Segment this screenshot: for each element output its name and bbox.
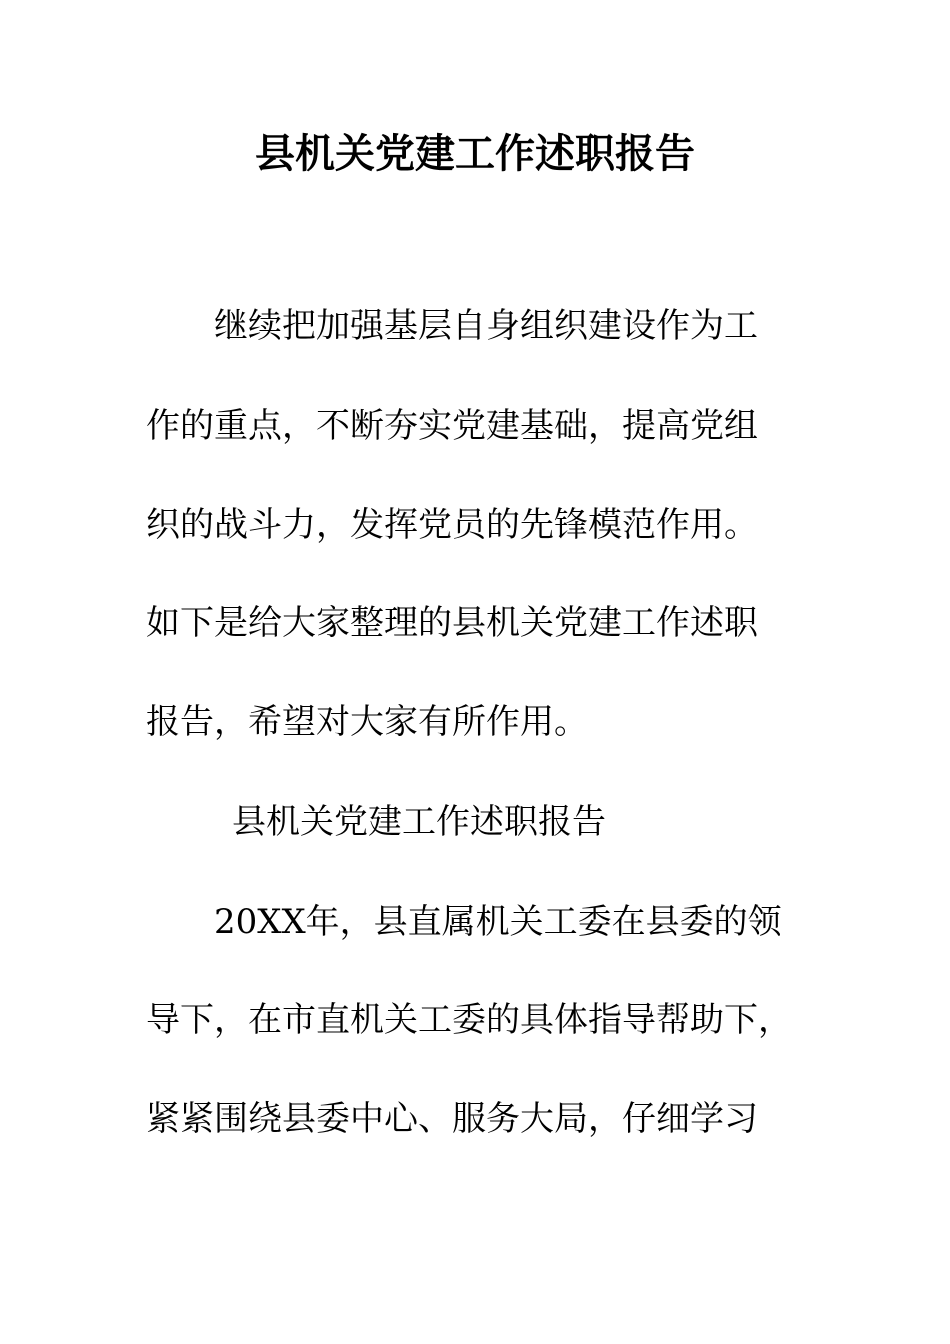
document-title: 县机关党建工作述职报告 [255,130,695,177]
paragraph-line: 导下，在市直机关工委的具体指导帮助下， [146,1000,792,1040]
paragraph-line: 报告，希望对大家有所作用。 [146,702,588,742]
paragraph-line: 如下是给大家整理的县机关党建工作述职 [146,603,758,643]
paragraph-line: 织的战斗力，发挥党员的先锋模范作用。 [146,505,758,545]
paragraph-line: 紧紧围绕县委中心、服务大局，仔细学习 [146,1099,758,1139]
section-subheading: 县机关党建工作述职报告 [232,802,606,842]
paragraph-line: 继续把加强基层自身组织建设作为工 [214,306,758,346]
paragraph-line: 作的重点，不断夯实党建基础，提高党组 [146,406,758,446]
paragraph-line: 20XX年，县直属机关工委在县委的领 [214,902,782,942]
